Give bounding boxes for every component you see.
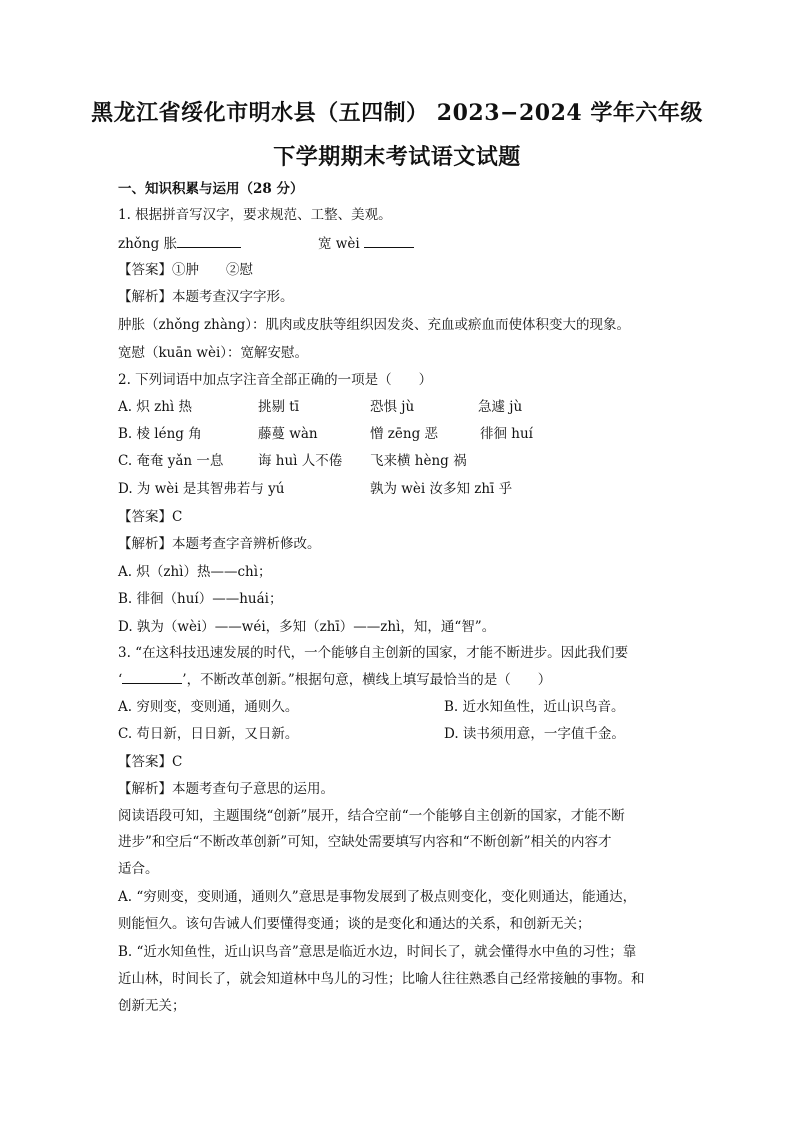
q2-option-a-word-1: A. 炽 zhì 热 xyxy=(118,399,193,415)
q2-stem: 2. 下列词语中加点字注音全部正确的一项是（ ） xyxy=(118,372,433,388)
q2-option-d-word-1: D. 为 wèi 是其智弗若与 yú xyxy=(118,481,285,497)
q1-item-b-text: 宽 wèi xyxy=(318,236,360,252)
q1-explain-2: 宽慰（kuān wèi）：宽解安慰。 xyxy=(118,345,309,361)
q1-explain-1: 肿胀（zhǒng zhàng）：肌肉或皮肤等组织因发炎、充血或瘀血而使体积变大的现象。 xyxy=(118,317,631,333)
q2-option-a-word-3: 恐惧 jù xyxy=(370,399,415,415)
q3-stem-line-2-text: ’，不断改革创新。”根据句意，横线上填写最恰当的是（ ） xyxy=(182,672,552,688)
q3-blank xyxy=(122,670,182,684)
q3-option-a: A. 穷则变，变则通，通则久。 xyxy=(118,699,299,715)
q3-para3-line-2: 近山林，时间长了，就会知道林中鸟儿的习性；比喻人往往熟悉自己经常接触的事物。和 xyxy=(118,971,645,987)
q2-option-a-word-2: 挑剔 tī xyxy=(258,399,300,415)
q1-stem: 1. 根据拼音写汉字，要求规范、工整、美观。 xyxy=(118,207,392,223)
q3-answer: 【答案】C xyxy=(118,754,183,770)
q2-option-b-word-1: B. 棱 léng 角 xyxy=(118,426,202,442)
document-title-line2: 下学期期末考试语文试题 xyxy=(273,144,521,170)
q1-blank-b xyxy=(364,234,414,248)
q3-stem-line-2 xyxy=(118,670,551,689)
q2-option-c-word-1: C. 奄奄 yǎn 一息 xyxy=(118,453,224,469)
q3-para3-line-1: B. “近水知鱼性，近山识鸟音”意思是临近水边，时间长了，就会懂得水中鱼的习性；靠 xyxy=(118,944,637,960)
q3-para1-line-1: 阅读语段可知，主题围绕“创新”展开，结合空前“一个能够自主创新的国家，才能不断 xyxy=(118,808,625,824)
q1-item-a-text: zhǒng 胀 xyxy=(118,236,178,252)
q2-fix-d: D. 孰为（wèi）——wéi，多知（zhī）——zhì，知，通“智”。 xyxy=(118,619,496,635)
q1-item-a xyxy=(118,234,241,253)
q3-option-c: C. 苟日新，日日新，又日新。 xyxy=(118,726,299,742)
q3-open-quote: ‘ xyxy=(118,672,123,688)
q2-option-c-word-3: 飞来横 hèng 祸 xyxy=(370,453,467,469)
q2-option-a-word-4: 急遽 jù xyxy=(478,399,523,415)
q3-para2-line-2: 则能恒久。该句告诫人们要懂得变通；谈的是变化和通达的关系，和创新无关； xyxy=(118,916,591,932)
q2-answer: 【答案】C xyxy=(118,509,183,525)
q2-option-b-word-3: 憎 zēng 恶 xyxy=(370,426,439,442)
q3-stem-line-1: 3. “在这科技迅速发展的时代，一个能够自主创新的国家，才能不断进步。因此我们要 xyxy=(118,645,629,661)
q1-answer: 【答案】①肿 ②慰 xyxy=(118,262,253,278)
q3-para3-line-3: 创新无关； xyxy=(118,998,186,1014)
q3-para1-line-3: 适合。 xyxy=(118,861,159,877)
q3-para1-line-2: 进步”和空后“不断改革创新”可知，空缺处需要填写内容和“不断创新”相关的内容才 xyxy=(118,834,612,850)
q1-analysis: 【解析】本题考查汉字字形。 xyxy=(118,289,294,305)
q2-option-b-word-4: 徘徊 huí xyxy=(480,426,533,442)
q1-blank-a xyxy=(177,234,241,248)
section-heading: 一、知识积累与运用（28 分） xyxy=(118,181,304,197)
q3-analysis: 【解析】本题考查句子意思的运用。 xyxy=(118,781,334,797)
q2-fix-a: A. 炽（zhì）热——chì； xyxy=(118,564,272,580)
q2-option-d-word-2: 孰为 wèi 汝多知 zhī 乎 xyxy=(370,481,513,497)
q2-fix-b: B. 徘徊（huí）——huái； xyxy=(118,591,283,607)
q2-analysis: 【解析】本题考查字音辨析修改。 xyxy=(118,536,321,552)
q3-option-d: D. 读书须用意，一字值千金。 xyxy=(444,726,625,742)
q2-option-b-word-2: 藤蔓 wàn xyxy=(258,426,318,442)
q2-option-c-word-2: 诲 huì 人不倦 xyxy=(258,453,343,469)
q3-para2-line-1: A. “穷则变，变则通，通则久”意思是事物发展到了极点则变化，变化则通达，能通达， xyxy=(118,889,637,905)
q1-item-b xyxy=(318,234,414,253)
document-title-line1: 黑龙江省绥化市明水县（五四制） 2023−2024 学年六年级 xyxy=(91,100,703,126)
q3-option-b: B. 近水知鱼性，近山识鸟音。 xyxy=(444,699,625,715)
